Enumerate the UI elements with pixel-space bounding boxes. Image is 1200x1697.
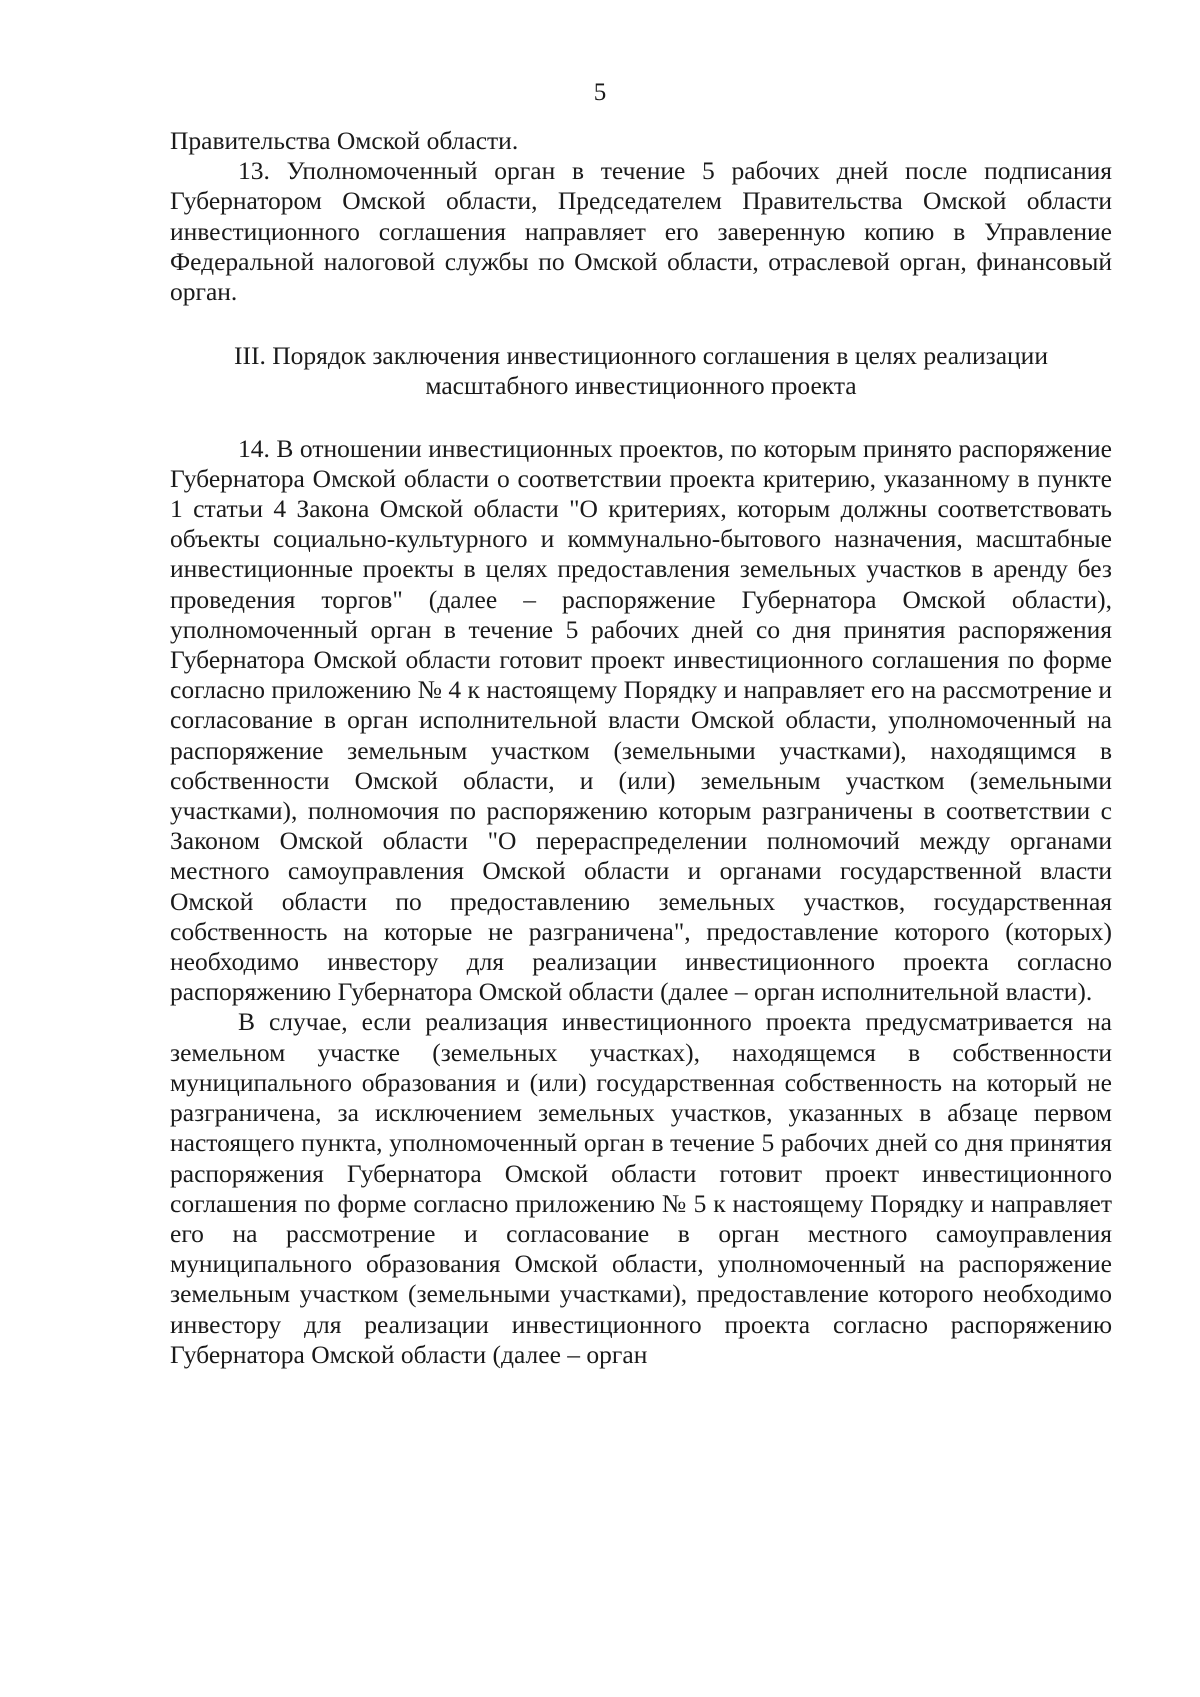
section-heading-iii	[170, 341, 1112, 401]
page-number: 5	[593, 79, 607, 106]
paragraph-13: 13. Уполномоченный орган в течение 5 рабочих дней после подписания Губернатором Омской области, Председателем Правительства Омской области инвестиционного соглашения направляет его заверенную копию в Управление Федеральной налоговой службы по Омской области, отраслевой орган, финансовый орган.	[170, 156, 1112, 307]
section-heading-line-2: масштабного инвестиционного проекта	[425, 371, 857, 401]
paragraph-continuation: Правительства Омской области.	[170, 126, 519, 155]
section-heading-line-1: III. Порядок заключения инвестиционного соглашения в целях реализации	[234, 341, 1048, 371]
document-body	[170, 126, 1112, 1370]
paragraph-14: 14. В отношении инвестиционных проектов, по которым принято распоряжение Губернатора Омской области о соответствии проекта критерию, указанному в пункте 1 статьи 4 Закона Омской области "О критериях, которым должны соответствовать объекты социально-культурного и коммунально-бытового назначения, масштабные инвестиционные проекты в целях предоставления земельных участков в аренду без проведения торгов" (далее – распоряжение Губернатора Омской области), уполномоченный орган в течение 5 рабочих дней со дня принятия распоряжения Губернатора Омской области готовит проект инвестиционного соглашения по форме согласно приложению № 4 к настоящему Порядку и направляет его на рассмотрение и согласование в орган исполнительной власти Омской области, уполномоченный на распоряжение земельным участком (земельными участками), находящимся в собственности Омской области, и (или) земельным участком (земельными участками), полномочия по распоряжению которым разграничены в соответствии с Законом Омской области "О перераспределении полномочий между органами местного самоуправления Омской области и органами государственной власти Омской области по предоставлению земельных участков, государственная собственность на которые не разграничена", предоставление которого (которых) необходимо инвестору для реализации инвестиционного проекта согласно распоряжению Губернатора Омской области (далее – орган исполнительной власти).	[170, 433, 1112, 1007]
paragraph-14-second: В случае, если реализация инвестиционного проекта предусматривается на земельном участке (земельных участках), находящемся в собственности муниципального образования и (или) государственная собственность на который не разграничена, за исключением земельных участков, указанных в абзаце первом настоящего пункта, уполномоченный орган в течение 5 рабочих дней со дня принятия распоряжения Губернатора Омской области готовит проект инвестиционного соглашения по форме согласно приложению № 5 к настоящему Порядку и направляет его на рассмотрение и согласование в орган местного самоуправления муниципального образования Омской области, уполномоченный на распоряжение земельным участком (земельными участками), предоставление которого необходимо инвестору для реализации инвестиционного проекта согласно распоряжению Губернатора Омской области (далее – орган	[170, 1007, 1112, 1369]
